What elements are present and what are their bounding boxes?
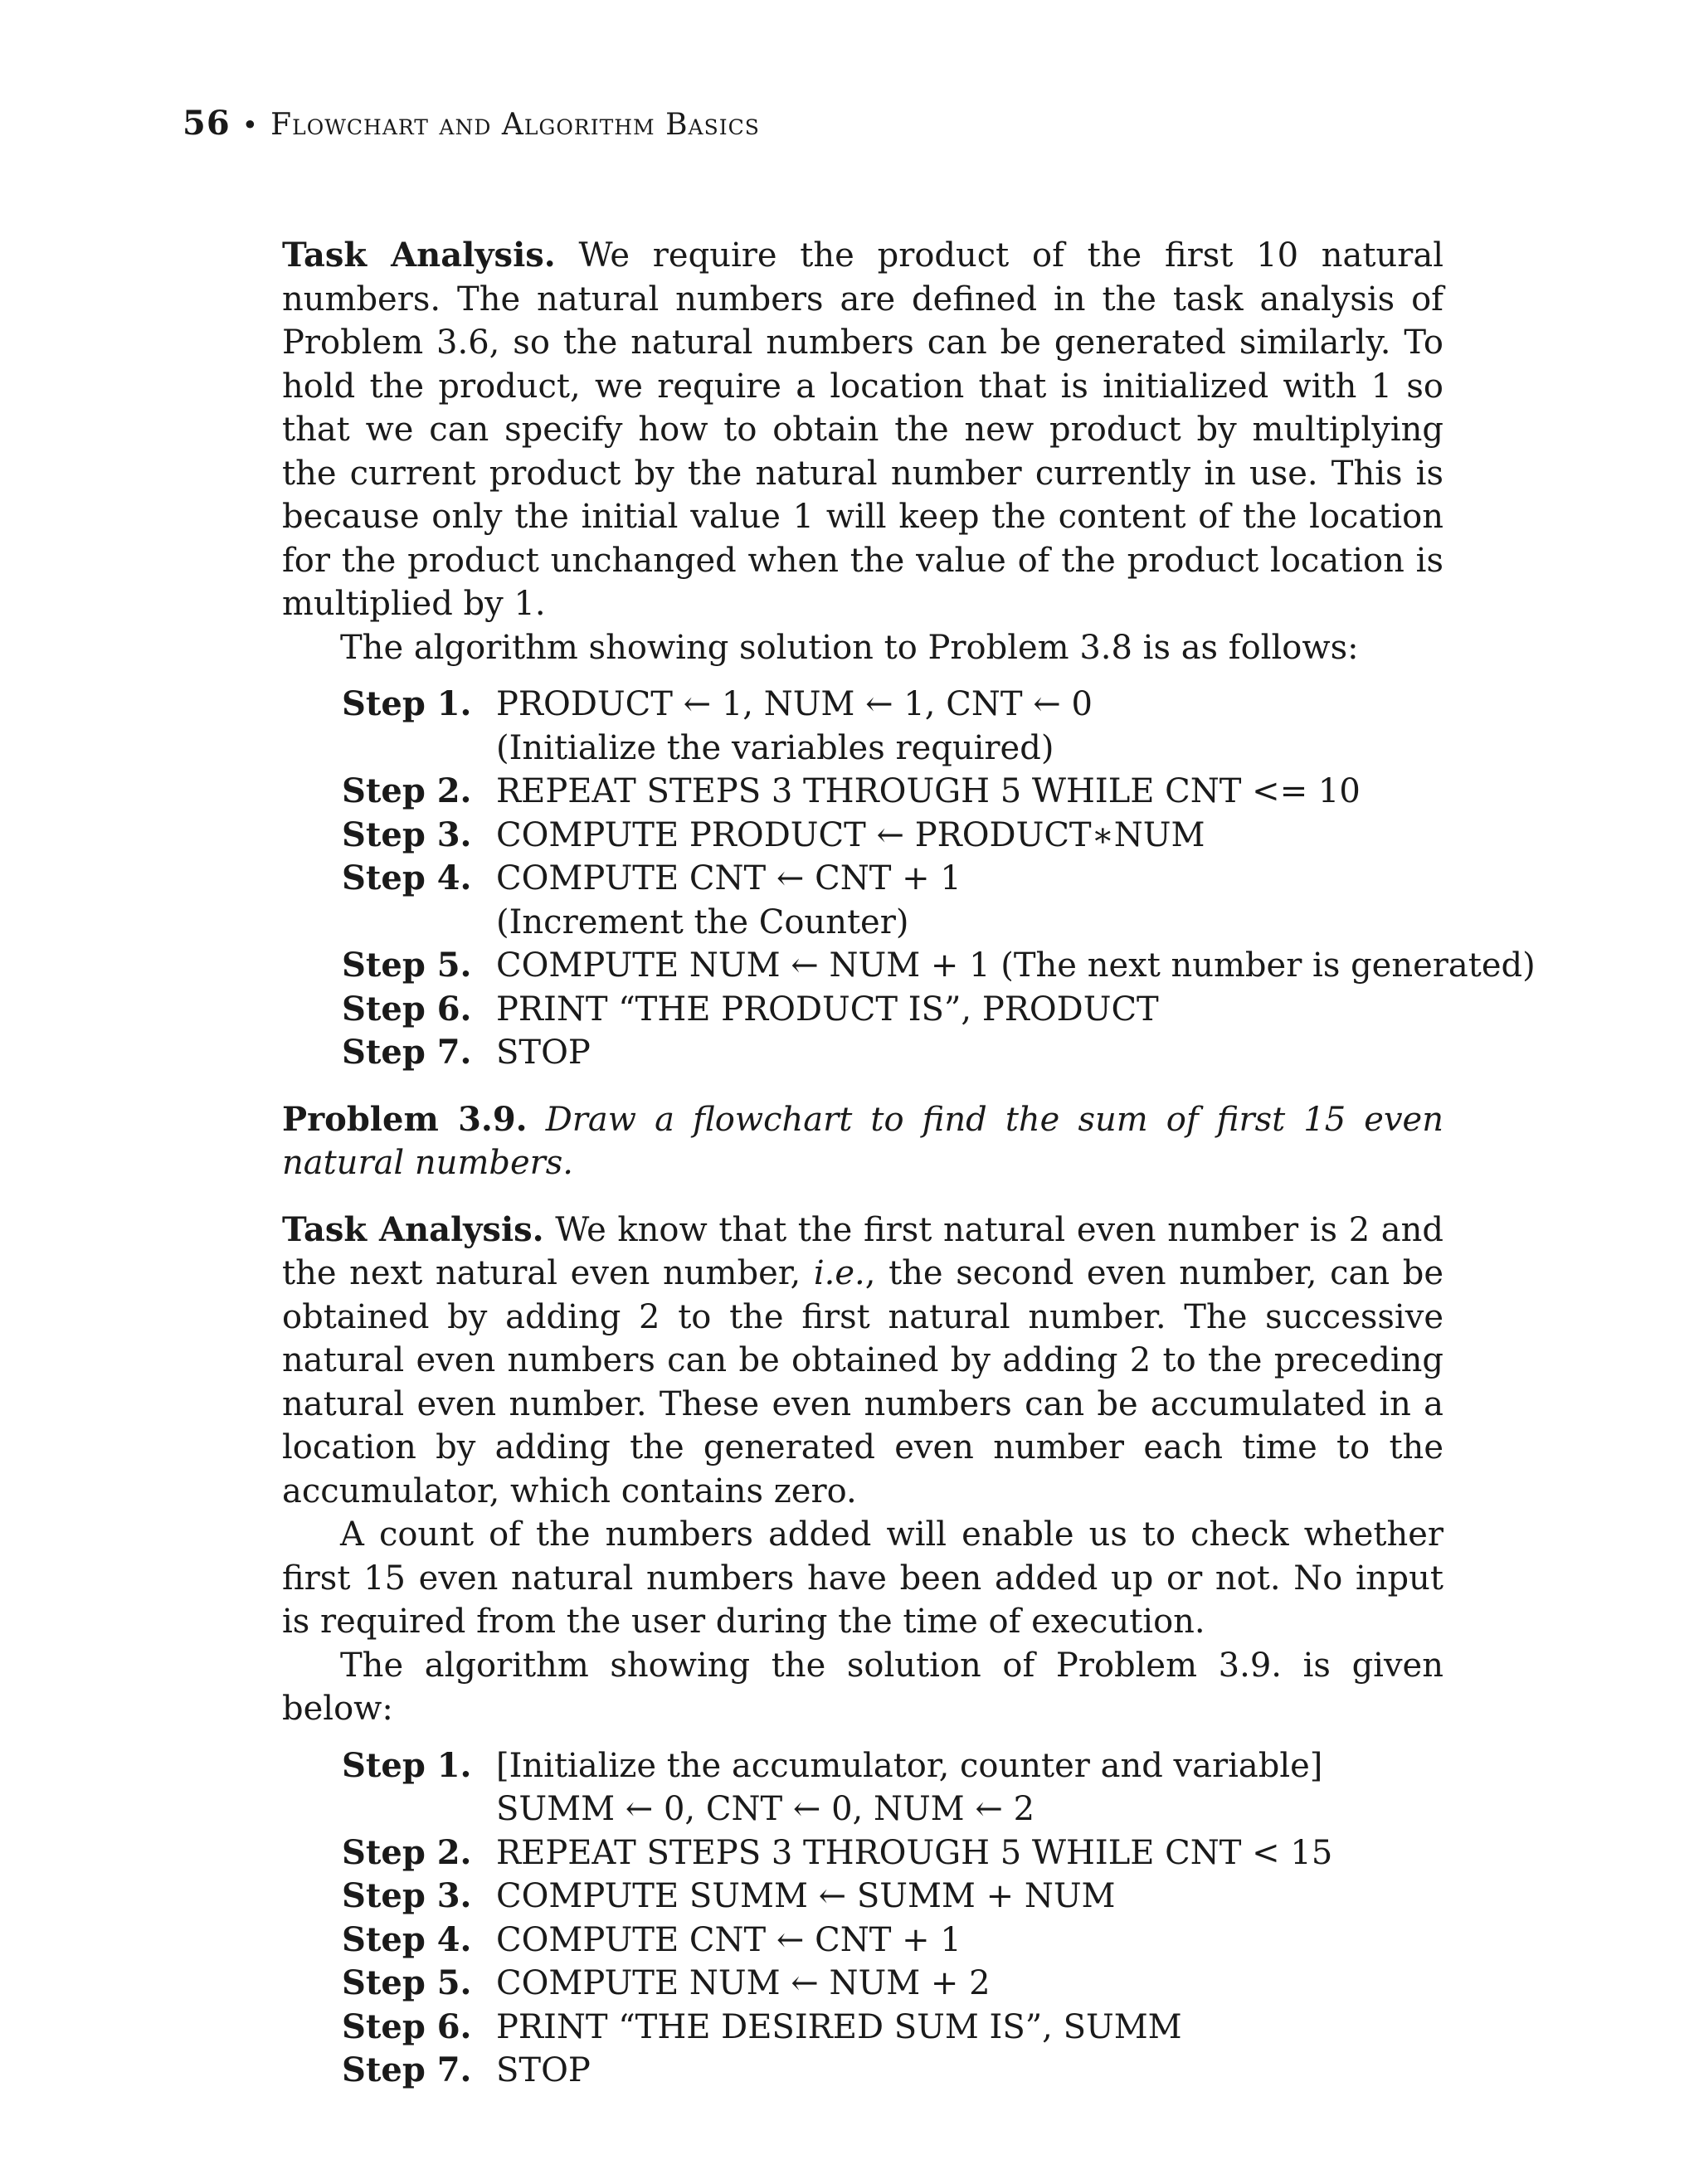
step-body [496, 1744, 1443, 1831]
algorithm-step [342, 770, 1443, 814]
step-body [496, 944, 1536, 988]
page-body [282, 234, 1536, 2093]
step-label: Step 6. [342, 989, 472, 1029]
algorithm-intro-1: The algorithm showing solution to Problem 3.8 is as follows: [340, 628, 1359, 667]
algorithm-step [342, 1831, 1443, 1875]
algorithm-intro-2: The algorithm showing the solution of Problem 3.9. is given below: [282, 1646, 1443, 1728]
task-analysis-text: We require the product of the first 10 natural numbers. The natural numbers are defined in the task analysis of Problem 3.6, so the natural numbers can be generated similarly. To hold the product, we require a location that is initialized with 1 so that we can specify how to obtain the new product by multiplying the current product by the natural number currently in use. This is because only the initial value 1 will keep the content of the location for the product unchanged when the value of the product location is multiplied by 1. [282, 236, 1444, 623]
step-label: Step 1. [342, 1745, 472, 1785]
task-analysis-text-2b: , the second even number, can be obtained by adding 2 to the first natural number. The successive natural even numbers can be obtained by adding 2 to the preceding natural even number. These even numbers can be accumulated in a location by adding the generated even number each time to the accumulator, which contains zero. [282, 1254, 1443, 1510]
step-line: COMPUTE PRODUCT ← PRODUCT∗NUM [496, 815, 1205, 854]
step-label: Step 7. [342, 1033, 472, 1072]
step-line: PRINT “THE DESIRED SUM IS”, SUMM [496, 2007, 1182, 2046]
step-line: PRODUCT ← 1, NUM ← 1, CNT ← 0 [496, 685, 1093, 723]
step-line: (Increment the Counter) [496, 902, 909, 941]
algorithm-step [342, 944, 1536, 988]
algorithm-step [342, 988, 1443, 1032]
problem-statement [282, 1098, 1443, 1185]
step-line: PRINT “THE PRODUCT IS”, PRODUCT [496, 990, 1159, 1029]
problem-text: Draw a flowchart to find the sum of first 15 even natural numbers. [282, 1100, 1443, 1182]
task-analysis-text-2a: We know that the first natural even number is 2 and the next natural even number, [282, 1210, 1444, 1292]
step-line: REPEAT STEPS 3 THROUGH 5 WHILE CNT < 15 [496, 1833, 1333, 1872]
step-label: Step 2. [342, 1832, 472, 1872]
step-line: STOP [496, 2051, 591, 2089]
algorithm-step [342, 1875, 1443, 1919]
algorithm-step [342, 857, 1443, 944]
algorithm-step [342, 1919, 1443, 1963]
task-analysis-heading: Task Analysis. [282, 236, 556, 275]
problem-heading: Problem 3.9. [282, 1099, 528, 1139]
step-line: SUMM ← 0, CNT ← 0, NUM ← 2 [496, 1790, 1035, 1828]
algorithm-step [342, 1962, 1443, 2006]
algorithm-step [342, 2006, 1443, 2050]
step-label: Step 3. [342, 1876, 472, 1915]
step-line: STOP [496, 1034, 591, 1072]
algorithm-step [342, 683, 1443, 770]
step-body [496, 857, 1443, 944]
count-paragraph: A count of the numbers added will enable us to check whether first 15 even natural numbers have been added up or not. No input is required from the user during the time of execution. [282, 1515, 1443, 1641]
step-line: REPEAT STEPS 3 THROUGH 5 WHILE CNT <= 10 [496, 772, 1361, 810]
step-body [496, 2006, 1443, 2050]
step-body [496, 1962, 1443, 2006]
step-line: COMPUTE SUMM ← SUMM + NUM [496, 1877, 1116, 1915]
header-bullet: • [241, 109, 260, 141]
algorithm-steps-1 [342, 683, 1536, 1075]
step-body [496, 2049, 1443, 2093]
step-label: Step 1. [342, 684, 472, 723]
step-line: COMPUTE CNT ← CNT + 1 [496, 1920, 961, 1959]
step-label: Step 5. [342, 1963, 472, 2002]
step-body [496, 988, 1443, 1032]
running-header [183, 104, 760, 143]
step-line: COMPUTE NUM ← NUM + 2 [496, 1964, 991, 2002]
step-label: Step 4. [342, 859, 472, 897]
step-label: Step 5. [342, 946, 472, 985]
algorithm-step [342, 2049, 1443, 2093]
step-label: Step 4. [342, 1919, 472, 1959]
step-label: Step 2. [342, 771, 472, 810]
task-analysis-paragraph-1 [282, 234, 1443, 626]
step-line: COMPUTE NUM ← NUM + 1 (The next number is generated) [496, 946, 1536, 985]
step-label: Step 3. [342, 815, 472, 854]
page-number: 56 [183, 104, 231, 143]
step-body [496, 1919, 1443, 1963]
step-body [496, 1831, 1443, 1875]
algorithm-step [342, 1744, 1443, 1831]
algorithm-steps-2 [342, 1744, 1443, 2093]
step-body [496, 1875, 1443, 1919]
task-analysis-paragraph-2 [282, 1209, 1443, 1514]
algorithm-step [342, 1031, 1443, 1075]
step-line: (Initialize the variables required) [496, 728, 1054, 767]
step-label: Step 6. [342, 2006, 472, 2046]
step-body [496, 814, 1443, 858]
task-analysis-ie: i.e. [813, 1254, 865, 1292]
running-title: Flowchart and Algorithm Basics [270, 108, 760, 142]
step-body [496, 1031, 1443, 1075]
step-label: Step 7. [342, 2050, 472, 2089]
task-analysis-heading-2: Task Analysis. [282, 1209, 544, 1249]
step-body [496, 683, 1443, 770]
step-body [496, 770, 1443, 814]
algorithm-step [342, 814, 1443, 858]
step-line: COMPUTE CNT ← CNT + 1 [496, 859, 961, 897]
step-line: [Initialize the accumulator, counter and variable] [496, 1746, 1323, 1785]
